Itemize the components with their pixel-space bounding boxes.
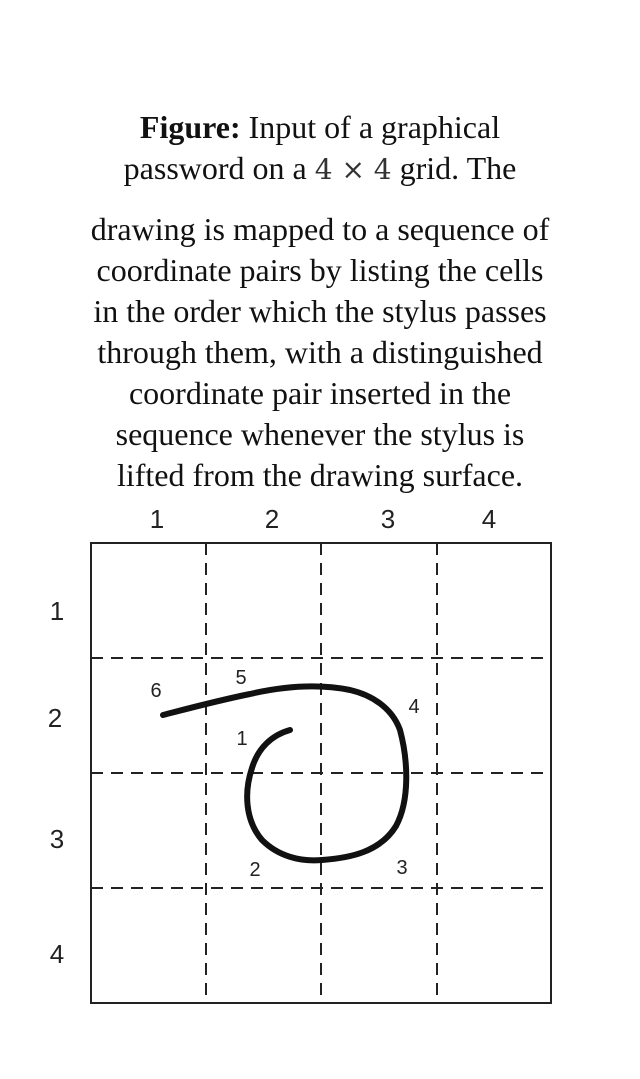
- caption-line-1-text: Input of a graphical: [240, 109, 501, 145]
- caption-body-line: coordinate pairs by listing the cells: [96, 252, 544, 288]
- grid-dashed-lines: [91, 543, 551, 1003]
- stroke-point-label: 6: [150, 680, 162, 702]
- caption-body-line: through them, with a distinguished: [97, 334, 543, 370]
- column-label: 3: [380, 504, 396, 534]
- row-label: 4: [49, 939, 65, 969]
- caption-body-line: sequence whenever the stylus is: [115, 416, 525, 452]
- column-label: 4: [481, 504, 497, 534]
- row-label: 1: [49, 596, 65, 626]
- stroke-point-label: 2: [249, 859, 261, 881]
- row-label: 2: [47, 703, 63, 733]
- grid-size-math: 4 × 4: [314, 153, 392, 186]
- stroke-point-label: 5: [235, 667, 247, 689]
- caption-body-line: in the order which the stylus passes: [93, 293, 547, 329]
- caption-body-line: lifted from the drawing surface.: [116, 457, 524, 493]
- column-label: 2: [264, 504, 280, 534]
- figure-label: Figure:: [139, 109, 241, 145]
- caption-line-2-post: grid. The: [391, 150, 517, 186]
- stroke-point-label: 3: [396, 857, 408, 879]
- caption-body-line: drawing is mapped to a sequence of: [90, 211, 550, 247]
- row-label: 3: [49, 824, 65, 854]
- caption-line-2-pre: password on a: [123, 150, 315, 186]
- stroke-point-label: 1: [236, 728, 248, 750]
- caption-body-line: coordinate pair inserted in the: [128, 375, 512, 411]
- column-label: 1: [149, 504, 165, 534]
- stroke-point-label: 4: [408, 696, 420, 718]
